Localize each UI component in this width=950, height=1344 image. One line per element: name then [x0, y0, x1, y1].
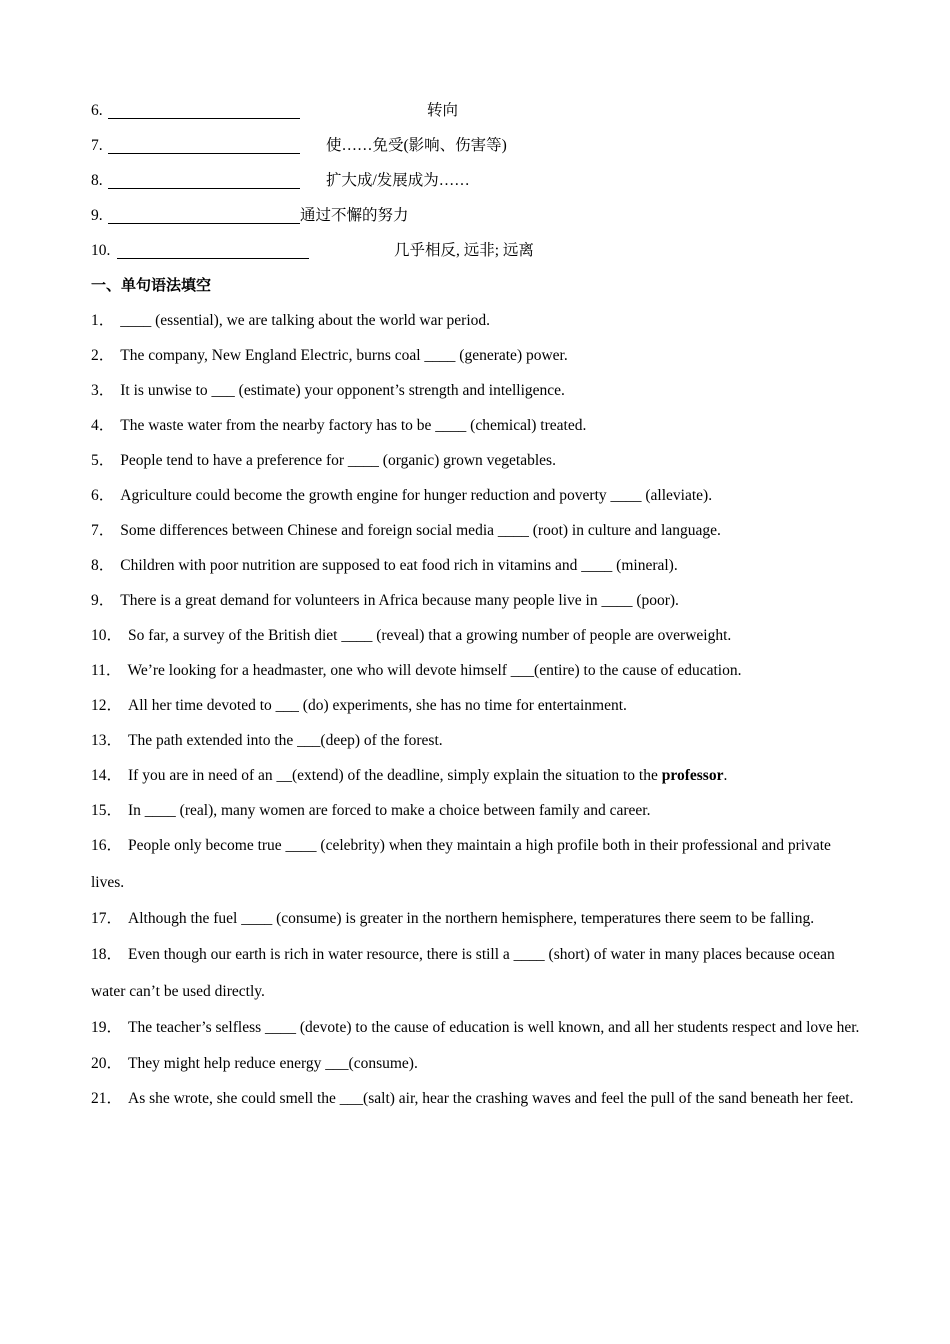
- worksheet-page: [91, 93, 861, 1117]
- question-text: The path extended into the ___(deep) of the forest.: [128, 732, 443, 749]
- vocab-item-8: [91, 163, 861, 198]
- question-18: [91, 936, 861, 1010]
- question-text: Some differences between Chinese and foreign social media ____ (root) in culture and language.: [120, 522, 721, 539]
- question-number: 12．: [91, 697, 123, 714]
- vocab-number: 6.: [91, 102, 103, 119]
- vocab-answer-blank[interactable]: [108, 188, 300, 189]
- question-number: 10．: [91, 627, 123, 644]
- question-5: [91, 443, 861, 478]
- vocab-meaning: 通过不懈的努力: [300, 207, 409, 224]
- vocab-item-6: [91, 93, 861, 128]
- question-number: 4．: [91, 417, 115, 434]
- question-text: It is unwise to ___ (estimate) your opponent’s strength and intelligence.: [120, 382, 565, 399]
- question-10: [91, 618, 861, 653]
- vocab-item-10: [91, 233, 861, 268]
- question-number: 17．: [91, 910, 123, 927]
- question-number: 13．: [91, 732, 123, 749]
- question-number: 21．: [91, 1090, 123, 1107]
- question-number: 9．: [91, 592, 115, 609]
- vocab-meaning: 使……免受(影响、伤害等): [326, 137, 507, 154]
- vocab-meaning: 转向: [427, 102, 459, 119]
- question-text: People only become true ____ (celebrity) when they maintain a high profile both in their professional and private lives.: [91, 837, 831, 891]
- question-9: [91, 583, 861, 618]
- question-text: In ____ (real), many women are forced to make a choice between family and career.: [128, 802, 651, 819]
- section-title: 一、单句语法填空: [91, 276, 212, 294]
- question-number: 19．: [91, 1019, 123, 1036]
- question-text-tail: .: [723, 767, 728, 784]
- question-text: All her time devoted to ___ (do) experiments, she has no time for entertainment.: [128, 697, 627, 714]
- question-4: [91, 408, 861, 443]
- question-17: [91, 900, 861, 937]
- question-bold-word: professor: [661, 767, 724, 784]
- question-text: Agriculture could become the growth engine for hunger reduction and poverty ____ (alleviate).: [120, 487, 713, 504]
- question-7: [91, 513, 861, 548]
- question-text: There is a great demand for volunteers in Africa because many people live in ____ (poor).: [120, 592, 679, 609]
- vocab-meaning: 扩大成/发展成为……: [326, 172, 470, 189]
- question-15: [91, 793, 861, 828]
- question-19: [91, 1009, 861, 1046]
- vocab-answer-blank[interactable]: [117, 258, 309, 259]
- vocab-meaning: 几乎相反, 远非; 远离: [394, 242, 534, 259]
- question-12: [91, 688, 861, 723]
- question-text: Even though our earth is rich in water resource, there is still a ____ (short) of water in many places because ocean water can’t be used directly.: [91, 946, 835, 1000]
- question-text: The company, New England Electric, burns coal ____ (generate) power.: [120, 347, 568, 364]
- question-14: [91, 758, 861, 793]
- question-text: Although the fuel ____ (consume) is greater in the northern hemisphere, temperatures there seem to be falling.: [128, 910, 815, 927]
- question-number: 6．: [91, 487, 115, 504]
- question-number: 11．: [91, 662, 122, 679]
- question-number: 5．: [91, 452, 115, 469]
- question-number: 16．: [91, 837, 123, 854]
- vocab-item-9: [91, 198, 861, 233]
- question-6: [91, 478, 861, 513]
- question-text: The teacher’s selfless ____ (devote) to the cause of education is well known, and all her students respect and love her.: [128, 1019, 860, 1036]
- question-number: 18．: [91, 946, 123, 963]
- question-number: 20．: [91, 1055, 123, 1072]
- vocab-number: 10.: [91, 242, 111, 259]
- question-2: [91, 338, 861, 373]
- question-16: [91, 827, 861, 901]
- question-8: [91, 548, 861, 583]
- question-text: So far, a survey of the British diet ____ (reveal) that a growing number of people are overweight.: [128, 627, 732, 644]
- vocab-answer-blank[interactable]: [108, 118, 300, 119]
- vocab-item-7: [91, 128, 861, 163]
- vocab-number: 7.: [91, 137, 103, 154]
- question-text: If you are in need of an __(extend) of the deadline, simply explain the situation to the: [128, 767, 662, 784]
- question-11: [91, 653, 861, 688]
- question-text: We’re looking for a headmaster, one who will devote himself ___(entire) to the cause of education.: [127, 662, 742, 679]
- question-number: 7．: [91, 522, 115, 539]
- vocab-number: 9.: [91, 207, 103, 224]
- question-13: [91, 723, 861, 758]
- question-text: They might help reduce energy ___(consume).: [128, 1055, 418, 1072]
- question-number: 2．: [91, 347, 115, 364]
- question-text: ____ (essential), we are talking about the world war period.: [120, 312, 490, 329]
- vocab-number: 8.: [91, 172, 103, 189]
- question-text: People tend to have a preference for ____ (organic) grown vegetables.: [120, 452, 556, 469]
- question-text: The waste water from the nearby factory has to be ____ (chemical) treated.: [120, 417, 587, 434]
- vocab-answer-blank[interactable]: [108, 153, 300, 154]
- question-number: 15．: [91, 802, 123, 819]
- question-text: Children with poor nutrition are supposed to eat food rich in vitamins and ____ (mineral).: [120, 557, 678, 574]
- question-1: [91, 303, 861, 338]
- question-3: [91, 373, 861, 408]
- question-number: 14．: [91, 767, 123, 784]
- question-number: 1．: [91, 312, 115, 329]
- question-number: 3．: [91, 382, 115, 399]
- question-20: [91, 1046, 861, 1081]
- question-number: 8．: [91, 557, 115, 574]
- question-21: [91, 1080, 861, 1117]
- section-heading: [91, 268, 861, 303]
- vocab-answer-blank[interactable]: [108, 223, 300, 224]
- question-text: As she wrote, she could smell the ___(salt) air, hear the crashing waves and feel the pull of the sand beneath her feet.: [128, 1090, 854, 1107]
